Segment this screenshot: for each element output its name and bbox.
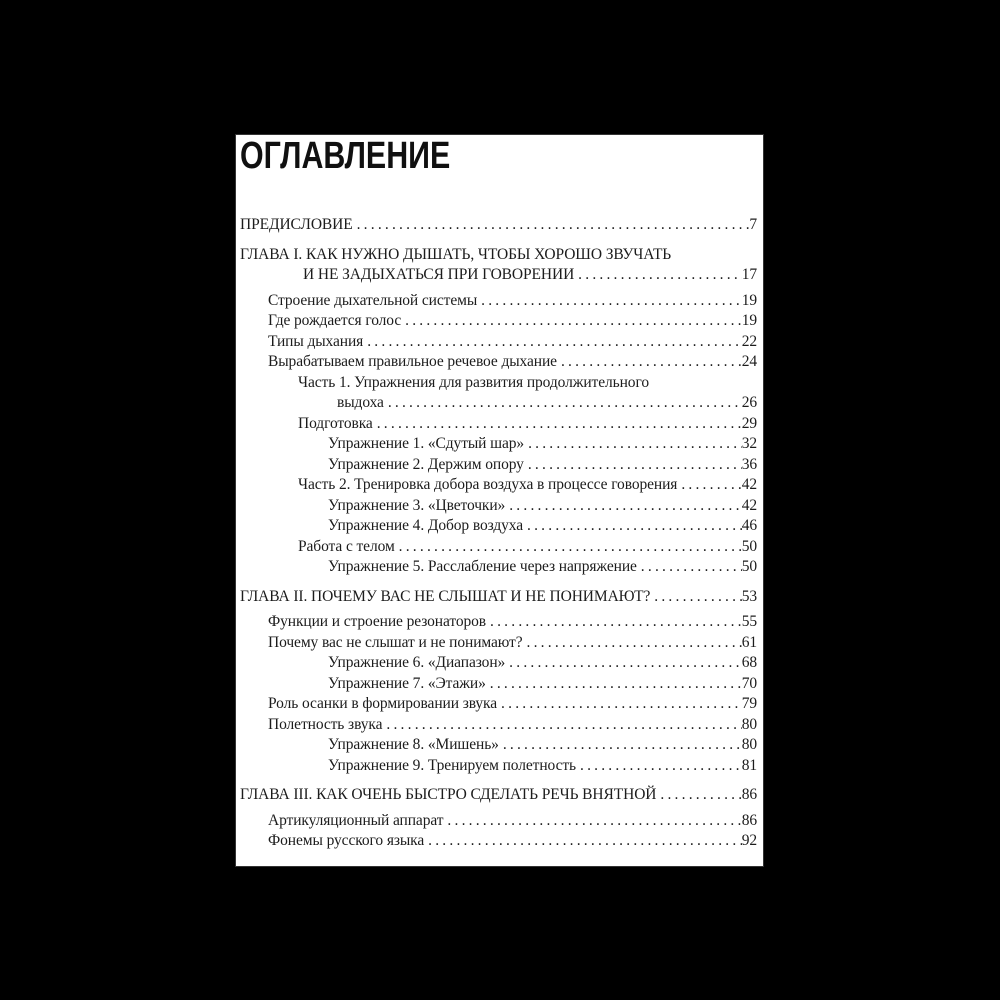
toc-entry [240,496,757,517]
dot-leader [639,557,742,578]
toc-entry-line [268,291,757,312]
toc-entry [240,674,757,695]
toc-page-number: 46 [741,517,757,534]
toc-entry-label: И НЕ ЗАДЫХАТЬСЯ ПРИ ГОВОРЕНИИ [303,266,575,283]
toc-entry-line [328,557,757,578]
toc-entry [240,831,757,852]
dot-leader [525,516,742,537]
toc-entry-label: Функции и строение резонаторов [268,613,487,630]
dot-leader [375,414,742,435]
toc-page-number: 22 [741,332,757,350]
toc-entry-label: Упражнение 9. Тренируем полетность [328,756,576,774]
toc-entry [240,291,757,312]
toc-page-number: 50 [741,537,757,555]
toc-entry-line [240,587,757,608]
toc-entry-line [298,537,757,558]
toc-entry [240,715,757,736]
toc-entry [240,537,757,558]
dot-leader [488,612,742,633]
toc-entry-line [240,245,757,266]
toc-entry-line [268,715,757,736]
toc-page-number: 86 [741,811,757,829]
dot-leader [403,311,742,332]
toc-entry-line [298,373,757,394]
toc-chapter-entry [240,785,757,806]
toc-entry-label: Часть 1. Упражнения для развития продолжительного [298,373,649,391]
toc-page-number: 61 [741,633,757,651]
toc-entry-label: Часть 2. Тренировка добора воздуха в процессе говорения [298,476,678,493]
dot-leader [658,785,741,806]
toc-page-number: 32 [741,435,757,452]
dot-leader [384,715,741,736]
toc-entry-label: ПРЕДИСЛОВИЕ [240,216,353,233]
toc-page-number: 53 [741,587,757,605]
toc-entry-continuation-line [298,393,757,414]
toc-page-number: 7 [749,216,757,233]
toc-entry-continuation-line [240,265,757,286]
toc-entry-label: ГЛАВА I. КАК НУЖНО ДЫШАТЬ, ЧТОБЫ ХОРОШО ЗВУЧАТЬ [240,245,672,263]
toc-page-number: 26 [741,394,757,411]
dot-leader [679,475,741,496]
toc-entry-label: Упражнение 3. «Цветочки» [328,496,506,514]
toc-entry [240,516,757,537]
toc-entry-line [328,455,757,476]
toc-page-number: 24 [741,353,757,370]
toc-entry-line [268,311,757,332]
toc-chapter-entry [240,245,757,286]
page-title: ОГЛАВЛЕНИЕ [240,135,451,177]
toc-chapter-entry [240,587,757,608]
toc-entry-line [268,831,757,852]
dot-leader [578,756,742,777]
dot-leader [499,694,742,715]
toc-entry-line [328,653,757,674]
toc-entry [240,332,757,353]
toc-entry-line [268,811,757,832]
dot-leader [397,537,742,558]
toc-entry-line [328,516,757,537]
toc-entry-label: выдоха [337,394,384,411]
toc-entry-label: Подготовка [298,414,373,432]
dot-leader [386,393,742,414]
toc-entry-label: Упражнение 2. Держим опору [328,455,524,473]
toc-entry [240,557,757,578]
dot-leader [526,434,742,455]
toc-entry-line [268,694,757,715]
toc-entry [240,633,757,654]
book-page [236,135,763,866]
toc-entry [240,811,757,832]
toc-entry-label: Типы дыхания [268,332,364,350]
toc-entry-label: Упражнение 1. «Сдутый шар» [328,435,525,452]
toc-entry-label: Полетность звука [268,715,383,733]
toc-list [240,215,757,852]
toc-entry-line [240,785,757,806]
dot-leader [525,633,742,654]
toc-entry-label: ГЛАВА II. ПОЧЕМУ ВАС НЕ СЛЫШАТ И НЕ ПОНИМАЮТ? [240,587,651,605]
toc-entry-line [268,612,757,633]
toc-entry [240,414,757,435]
toc-page-number: 86 [741,786,757,803]
toc-entry [240,455,757,476]
dot-leader [488,674,742,695]
toc-entry-line [268,352,757,373]
toc-entry [240,612,757,633]
toc-page-number: 79 [741,695,757,712]
toc-entry-label: Роль осанки в формировании звука [268,695,498,712]
toc-page-number: 36 [741,455,757,473]
toc-page-number: 42 [741,496,757,514]
toc-entry [240,694,757,715]
toc-entry-label: Упражнение 6. «Диапазон» [328,654,506,671]
toc-entry-label: Упражнение 5. Расслабление через напряжение [328,558,637,575]
toc-entry [240,373,757,414]
toc-entry-label: Строение дыхательной системы [268,291,478,309]
toc-page-number: 42 [741,476,757,493]
dot-leader [559,352,742,373]
toc-page-number: 70 [741,674,757,692]
toc-entry [240,475,757,496]
toc-page-number: 55 [741,613,757,630]
toc-entry-line [328,735,757,756]
toc-page-number: 68 [741,654,757,671]
dot-leader [526,455,742,476]
toc-page-number: 29 [741,414,757,432]
toc-entry [240,756,757,777]
toc-entry-label: Упражнение 7. «Этажи» [328,674,486,692]
toc-page-number: 19 [741,291,757,309]
toc-entry-label: Упражнение 4. Добор воздуха [328,517,524,534]
toc-entry [240,434,757,455]
dot-leader [426,831,742,852]
dot-leader [652,587,741,608]
toc-entry-label: Работа с телом [298,537,395,555]
toc-entry-label: ГЛАВА III. КАК ОЧЕНЬ БЫСТРО СДЕЛАТЬ РЕЧЬ ВНЯТНОЙ [240,786,657,803]
toc-page-number: 92 [741,832,757,849]
toc-page-number: 80 [741,736,757,753]
toc-entry-label: Где рождается голос [268,312,402,329]
toc-entry-line [268,332,757,353]
toc-page-number: 81 [741,756,757,774]
toc-page-number: 80 [741,715,757,733]
toc-page-number: 19 [741,312,757,329]
toc-page-number: 50 [741,558,757,575]
toc-entry-line [240,215,757,236]
toc-entry-line [328,434,757,455]
toc-entry-line [298,414,757,435]
toc-entry-line [328,674,757,695]
toc-entry-label: Вырабатываем правильное речевое дыхание [268,353,557,370]
dot-leader [576,265,742,286]
dot-leader [445,811,741,832]
toc-entry-line [298,475,757,496]
toc-entry [240,352,757,373]
toc-entry [240,653,757,674]
toc-entry-label: Фонемы русского языка [268,832,425,849]
toc-entry-line [328,756,757,777]
dot-leader [355,215,750,236]
dot-leader [365,332,741,353]
toc-entry [240,311,757,332]
dot-leader [507,653,742,674]
dot-leader [507,496,741,517]
toc-chapter-entry [240,215,757,236]
toc-entry-label: Артикуляционный аппарат [268,811,444,829]
toc-entry-line [328,496,757,517]
toc-entry-label: Почему вас не слышат и не понимают? [268,633,523,651]
toc-entry-label: Упражнение 8. «Мишень» [328,736,499,753]
dot-leader [479,291,742,312]
toc-entry [240,735,757,756]
toc-page-number: 17 [741,266,757,283]
toc-entry-line [268,633,757,654]
dot-leader [501,735,742,756]
